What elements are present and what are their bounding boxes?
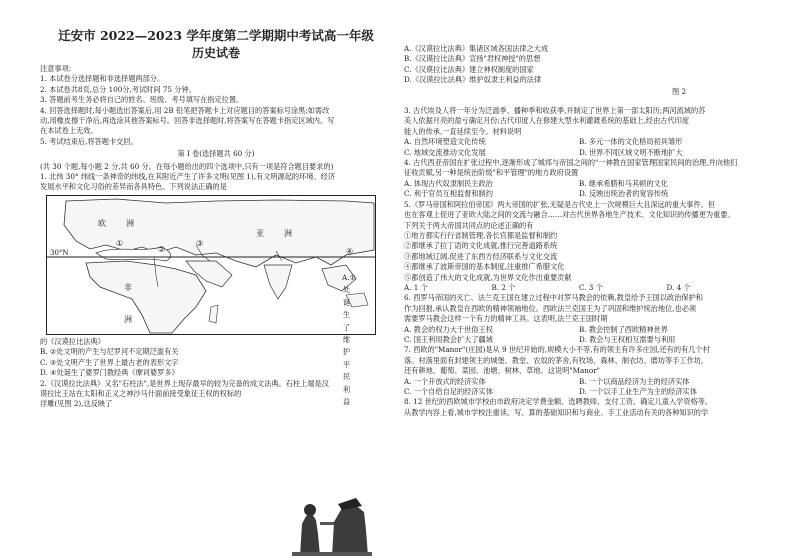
- q1-option-a: 的《汉谟拉比法典》: [40, 336, 105, 346]
- q6-option: A. 教会的权力大于世俗王权: [404, 324, 493, 334]
- q5-option: A. 1 个: [404, 282, 428, 292]
- q2-option: C.《汉谟拉比法典》建立神权制度的国家: [404, 64, 534, 74]
- q5-option: D. 4 个: [666, 282, 691, 292]
- map-label-asia: 洲: [284, 228, 292, 238]
- notice-item: 1. 本试卷分选择题和非选择题两部分。: [40, 74, 165, 84]
- exam-title: 迁安市 2022—2023 学年度第二学期期中考试高一年级: [58, 28, 374, 43]
- q1-option: D. ④处诞生了婆罗门教经典《摩诃婆罗多》: [40, 368, 179, 378]
- world-map-figure-1: [46, 195, 376, 335]
- map-marker-4: ④: [346, 246, 354, 256]
- q7-option: C. 一个自给自足的经济实体: [404, 387, 493, 396]
- notice-item: 5. 考试结束后,将答题卡交回。: [40, 136, 138, 146]
- q6-line: 6. 西罗马帝国的灭亡、法兰克王国在建立过程中对罗马教会的依赖,教皇给予王国以政治保护和: [404, 293, 703, 303]
- q7-option: B. 一个以商品经济为主的经济实体: [579, 376, 690, 386]
- q6-line: 作为回报,承认教皇在西欧的精神领袖地位。西欧法兰克国王为了巩固和维护统治地位,也必须: [404, 303, 697, 313]
- q3-line: 能人的传承,一直延续至今。材料说明: [404, 126, 522, 136]
- q3-option: C. 地域交流推动文化发展: [404, 147, 486, 157]
- figure-2-caption: 图 2: [671, 86, 687, 96]
- q4-line: 征收贡赋,另一种是统治阶级"和平管理"的地方政府设置: [404, 168, 579, 178]
- right-column: [404, 0, 754, 560]
- q3-line: 美人依据月亮的盈亏确定月份;古代印度人在修建大型水利灌溉系统的基础上,经由古代印度: [404, 116, 690, 126]
- map-marker-3: ③: [196, 238, 204, 248]
- section1-instructions: (共 30 个题,每小题 2 分,共 60 分。在每小题给出的四个选项中,只有一项是符合题目要求的): [40, 161, 334, 171]
- left-column: [40, 0, 392, 560]
- notice-item: 3. 答题前考生务必将自己的姓名、班级、考号填写在指定位置。: [40, 95, 244, 105]
- q3-option: A. 自然环境塑造文化传统: [404, 137, 486, 147]
- q7-line: 7. 西欧的"Manor"(庄园)是从 9 世纪开始的,规模大小不等,有的领主有许多庄园,还有的有几个村: [404, 345, 710, 355]
- q4-line: 4. 古代西亚帝国在扩张过程中,逐渐形成了城邦与帝国之间的"一神教在国家管理国家民间的治理,并向他们: [404, 158, 738, 168]
- q2-option: D.《汉谟拉比法典》维护奴隶主利益的法律: [404, 75, 542, 85]
- q7-line: 还有耕地、葡萄、菜园、池塘、树林、草地。这说明"Manor": [404, 366, 600, 376]
- q6-option: C. 国王利用教会扩大了疆域: [404, 334, 493, 344]
- map-drawing: [46, 195, 376, 335]
- q4-option: B. 继承希腊和马其顿的文化: [579, 178, 668, 188]
- q4-option: C. 利于官员互相监督和制约: [404, 189, 493, 199]
- notice-item: 4. 回答选择题时,每小题选出答案后,用 2B 铅笔把答题卡上对应题目的答案标号涂黑;如需改: [40, 105, 330, 115]
- q3-option: B. 多元一体的文化格局初具雏形: [579, 137, 683, 147]
- map-label-africa: 非: [124, 282, 132, 292]
- q2-line: 2.《汉谟拉比法典》又名"石柱法",是世界上现存最早的较为完备的成文法典。石柱上端是汉: [40, 378, 329, 388]
- q3-line: 3. 古代埃及人将一年分为泛滥季、播种季和收获季,并制定了世界上第一部太阳历;两河流域的苏: [404, 106, 706, 116]
- q6-option: D. 教会与王权相互需要与利用: [579, 334, 676, 344]
- q3-option: D. 世界不同区域文明不断地扩大: [579, 147, 683, 157]
- q6-option: B. 教会控制了西欧精神世界: [579, 324, 668, 334]
- q1-option-a-vertical: A.①处诞生了维护平民利益: [342, 273, 356, 407]
- q5-line: 下列关于两大帝国共同点的论述正确的有: [404, 220, 534, 230]
- notice-item: 动,用橡皮擦干净后,再选涂其他答案标号。回答非选择题时,将答案写在答题卡指定区域内。写: [40, 116, 335, 126]
- q5-option: B. 2 个: [491, 282, 516, 292]
- q5-line: 也在客观上促进了亚欧大陆之间的交流与融合……对古代世界各地生产技术、文化知识的传播更为重要。: [404, 210, 735, 220]
- q1-option: B. ②处文明的产生与尼罗河不定期泛滥有关: [40, 347, 179, 357]
- q2-line: 谟拉比王站在太阳和正义之神沙马什面前接受象征王权的权标的: [40, 388, 242, 398]
- map-label-europe: 欧: [98, 218, 106, 228]
- q2-option: B.《汉谟拉比法典》宣扬"君权神授"的思想: [404, 54, 541, 64]
- map-label-asia: 亚: [256, 228, 264, 238]
- map-label-africa: 洲: [124, 314, 132, 324]
- map-marker-2: ②: [158, 244, 166, 254]
- q7-option: D. 一个以手工业生产为主的经济实体: [579, 387, 697, 396]
- stele-relief-image: [292, 494, 372, 556]
- q5-item: ①地方都实行行省制管理,各长官都是监督和制约: [404, 230, 558, 240]
- map-label-latitude: 30°N: [50, 248, 69, 257]
- q5-item: ②都继承了拉丁语的文化成就,推行完善道路系统: [404, 241, 558, 251]
- q8-line: 8. 12 世纪的西欧城市学校由市政府决定学费金额、选聘教师、支付工资、确定儿童入学资格等。: [404, 397, 713, 407]
- q4-option: D. 反映出统治者的宽容传统: [579, 189, 669, 199]
- q5-line: 5.《罗马帝国和阿拉伯帝国》两大帝国的扩张,无疑是古代史上一次规模巨大且深远的重大事件。但: [404, 199, 716, 209]
- q1-line: 1. 北纬 30° 纬线一条神奇的纬线,在其附近产生了许多文明(见图 1),有文明源起的环境、经济: [40, 172, 336, 182]
- map-marker-1: ①: [116, 238, 124, 248]
- q1-line: 发展水平和文化习俗的差异而各具特色。下列说法正确的是: [40, 182, 227, 192]
- notice-item: 2. 本试卷共8页,总分 100分,考试时间 75 分钟。: [40, 84, 196, 94]
- notice-item: 在本试卷上无效。: [40, 126, 98, 136]
- map-label-europe: 洲: [126, 218, 134, 228]
- q1-option: C. ③处文明产生了世界上最古老的表形文字: [40, 357, 179, 367]
- q6-line: 需要罗马教会这样一个有力的精神工具。这表明,法兰克王国时期: [404, 314, 608, 324]
- q5-item: ③都地域辽阔,促进了东西方经济联系与文化交流: [404, 251, 558, 261]
- q5-item: ⑤都创造了伟大的文化成就,为世界文化作出重要贡献: [404, 272, 572, 282]
- q5-option: C. 3 个: [579, 282, 603, 292]
- notice-heading: 注意事项:: [40, 64, 72, 73]
- q8-line: 从教学内容上看,城市学校注重读、写、算的基础知识和与商业、手工业活动有关的各种知识的学: [404, 407, 709, 417]
- exam-subtitle: 历史试卷: [191, 46, 240, 60]
- q7-line: 落。村落里面有封建领主的城堡、教堂、农奴的茅舍,有牧场、森林、制衣坊、磨坊等手工作坊,: [404, 355, 704, 365]
- q7-option: A. 一个开放式的经济实体: [404, 376, 486, 386]
- q2-option: A.《汉谟拉比法典》集诸区域各国法律之大成: [404, 44, 549, 53]
- q5-item: ④都继承了波斯帝国的基本制度,注重推广希腊文化: [404, 262, 565, 272]
- section1-heading: 第 I 卷(选择题共 60 分): [177, 149, 255, 159]
- q4-option: A. 体现古代奴隶制民主政治: [404, 178, 493, 188]
- q2-line: 浮雕(见图 2),这反映了: [40, 399, 113, 409]
